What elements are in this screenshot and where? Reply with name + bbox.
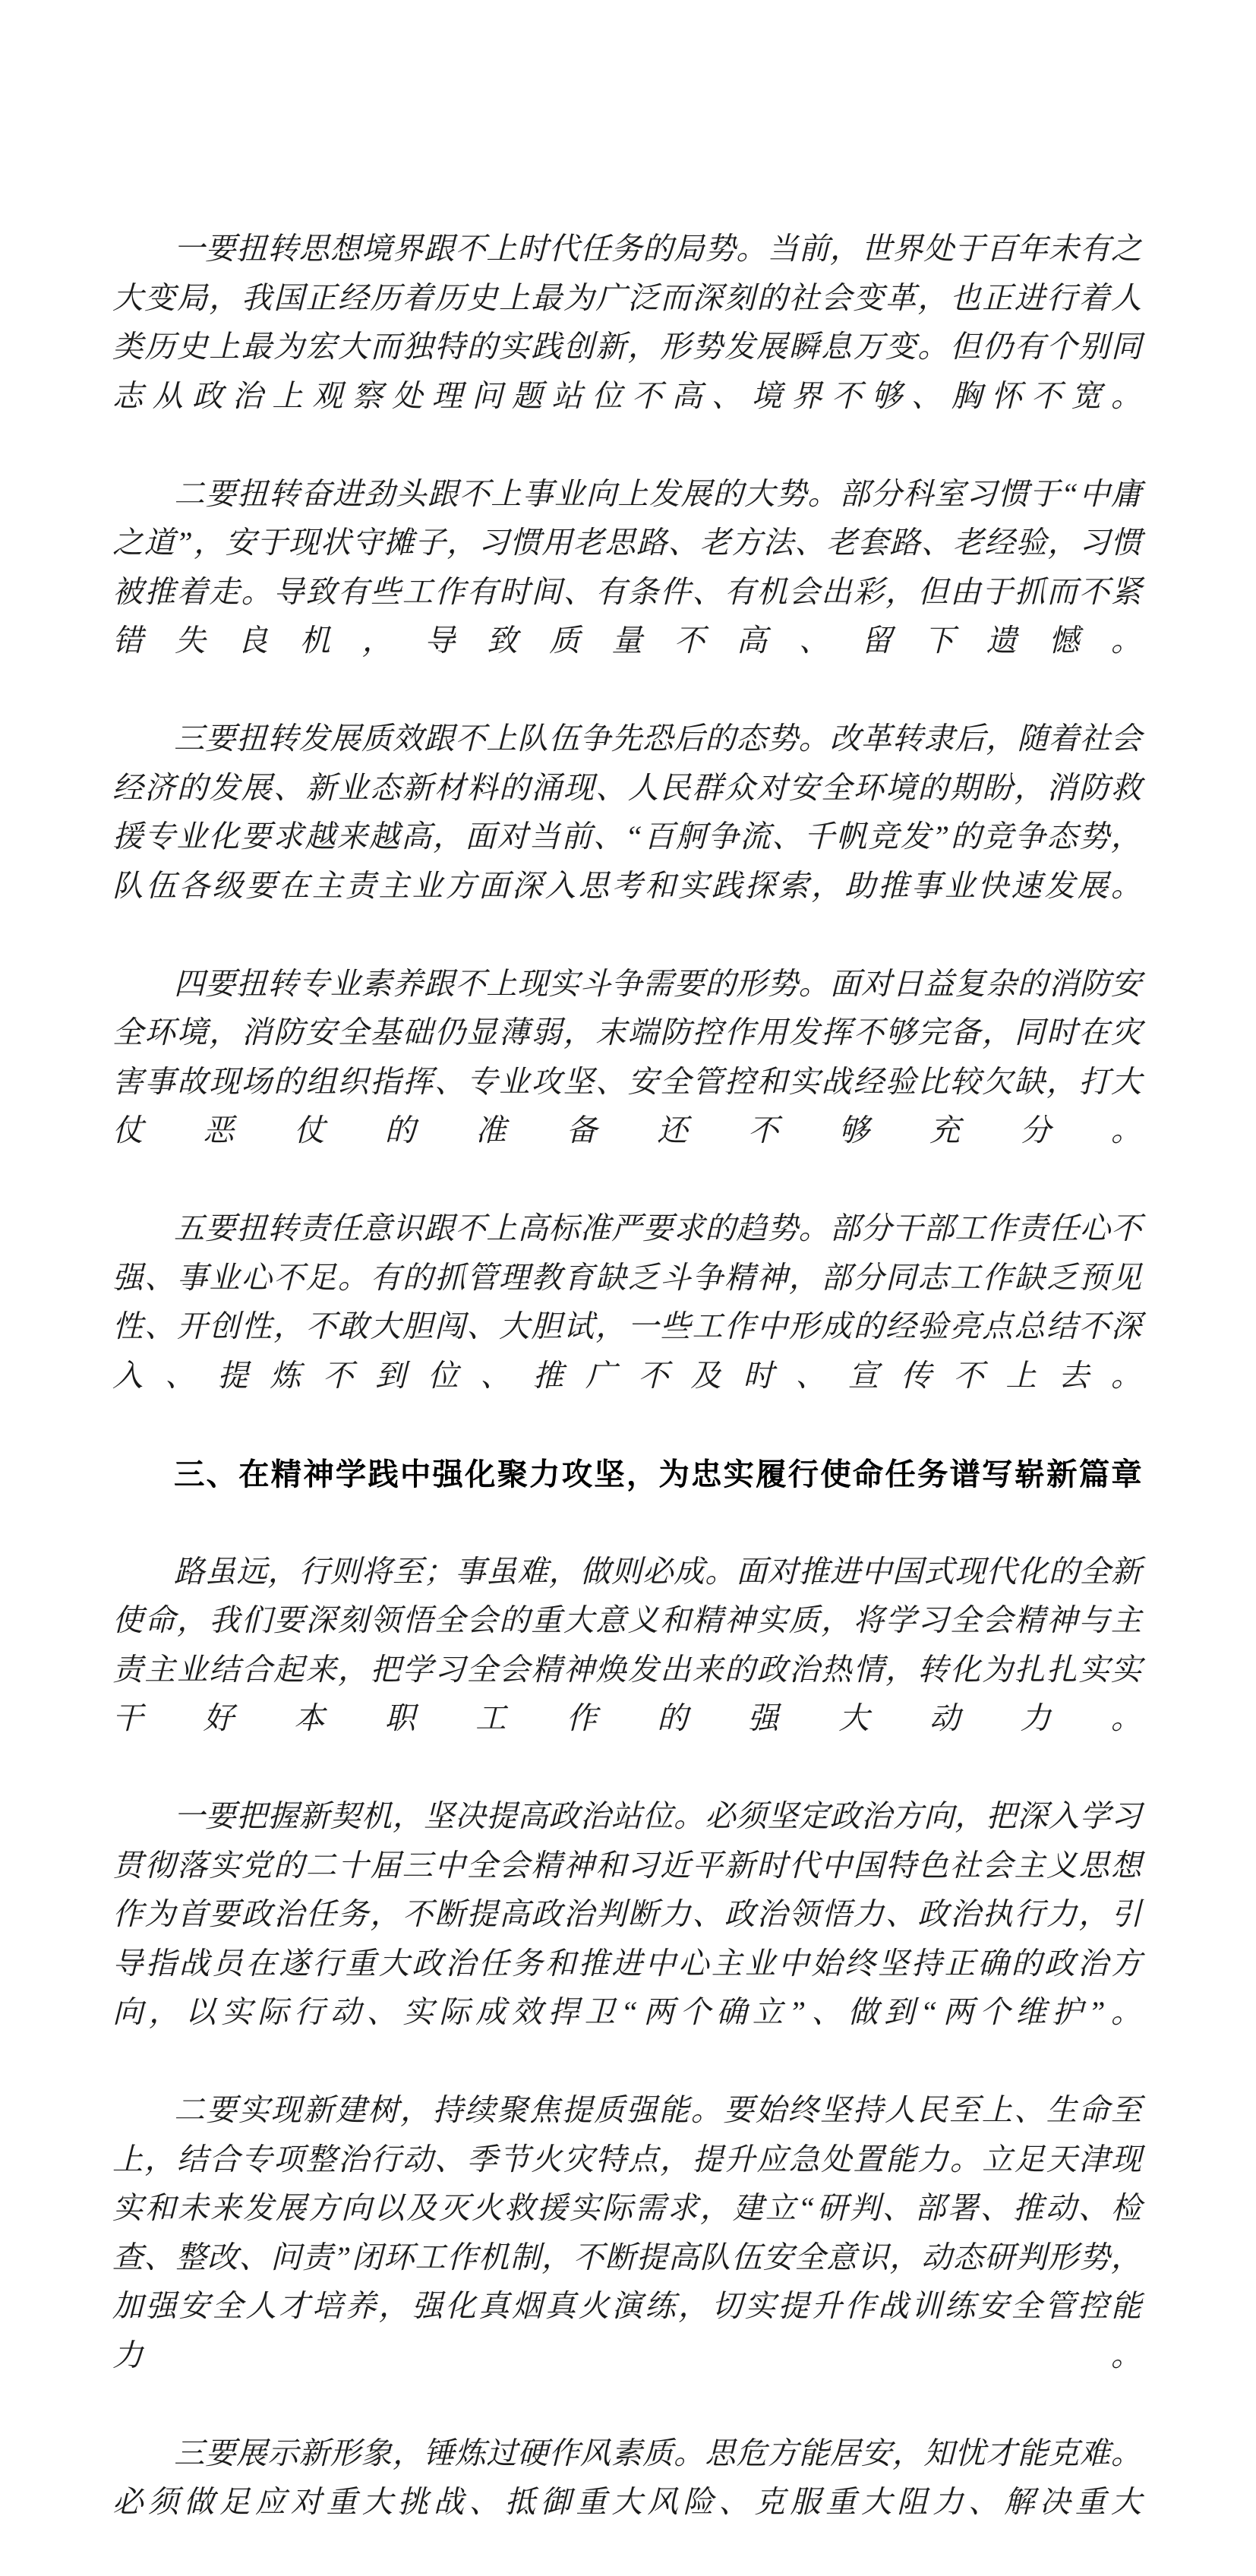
paragraph-7: 一要把握新契机，坚决提高政治站位。必须坚定政治方向，把深入学习贯彻落实党的二十届三中全会精神和习近平新时代中国特色社会主义思想作为首要政治任务，不断提高政治判断力、政治领悟力、政治执行力，引导指战员在遂行重大政治任务和推进中心主业中始终坚持正确的政治方向，以实际行动、实际成效捍卫“两个确立”、做到“两个维护”。 bbox=[112, 1792, 1142, 2086]
paragraph-2: 二要扭转奋进劲头跟不上事业向上发展的大势。部分科室习惯于“中庸之道”，安于现状守摊子，习惯用老思路、老方法、老套路、老经验，习惯被推着走。导致有些工作有时间、有条件、有机会出彩，但由于抓而不紧错失良机，导致质量不高、留下遗憾。 bbox=[112, 470, 1142, 715]
section-heading-three: 三、在精神学践中强化聚力攻坚，为忠实履行使命任务谱写崭新篇章 bbox=[112, 1450, 1142, 1548]
paragraph-3: 三要扭转发展质效跟不上队伍争先恐后的态势。改革转隶后，随着社会经济的发展、新业态新材料的涌现、人民群众对安全环境的期盼，消防救援专业化要求越来越高，面对当前、“百舸争流、千帆竞发”的竞争态势，队伍各级要在主责主业方面深入思考和实践探索，助推事业快速发展。 bbox=[112, 715, 1142, 960]
paragraph-5: 五要扭转责任意识跟不上高标准严要求的趋势。部分干部工作责任心不强、事业心不足。有的抓管理教育缺乏斗争精神，部分同志工作缺乏预见性、开创性，不敢大胆闯、大胆试，一些工作中形成的经验亮点总结不深入、提炼不到位、推广不及时、宣传不上去。 bbox=[112, 1204, 1142, 1450]
paragraph-6: 路虽远，行则将至；事虽难，做则必成。面对推进中国式现代化的全新使命，我们要深刻领悟全会的重大意义和精神实质，将学习全会精神与主责主业结合起来，把学习全会精神焕发出来的政治热情，转化为扎扎实实干好本职工作的强大动力。 bbox=[112, 1548, 1142, 1793]
paragraph-9: 三要展示新形象，锤炼过硬作风素质。思危方能居安，知忧才能克难。必须做足应对重大挑战、抵御重大风险、克服重大阻力、解决重大 bbox=[112, 2429, 1142, 2576]
paragraph-8: 二要实现新建树，持续聚焦提质强能。要始终坚持人民至上、生命至上，结合专项整治行动、季节火灾特点，提升应急处置能力。立足天津现实和未来发展方向以及灭火救援实际需求，建立“研判、部署、推动、检查、整改、问责”闭环工作机制，不断提高队伍安全意识，动态研判形势，加强安全人才培养，强化真烟真火演练，切实提升作战训练安全管控能力。 bbox=[112, 2086, 1142, 2429]
document-body bbox=[112, 225, 1142, 2576]
paragraph-4: 四要扭转专业素养跟不上现实斗争需要的形势。面对日益复杂的消防安全环境，消防安全基础仍显薄弱，末端防控作用发挥不够完备，同时在灾害事故现场的组织指挥、专业攻坚、安全管控和实战经验比较欠缺，打大仗恶仗的准备还不够充分。 bbox=[112, 960, 1142, 1205]
paragraph-1: 一要扭转思想境界跟不上时代任务的局势。当前，世界处于百年未有之大变局，我国正经历着历史上最为广泛而深刻的社会变革，也正进行着人类历史上最为宏大而独特的实践创新，形势发展瞬息万变。但仍有个别同志从政治上观察处理问题站位不高、境界不够、胸怀不宽。 bbox=[112, 225, 1142, 470]
